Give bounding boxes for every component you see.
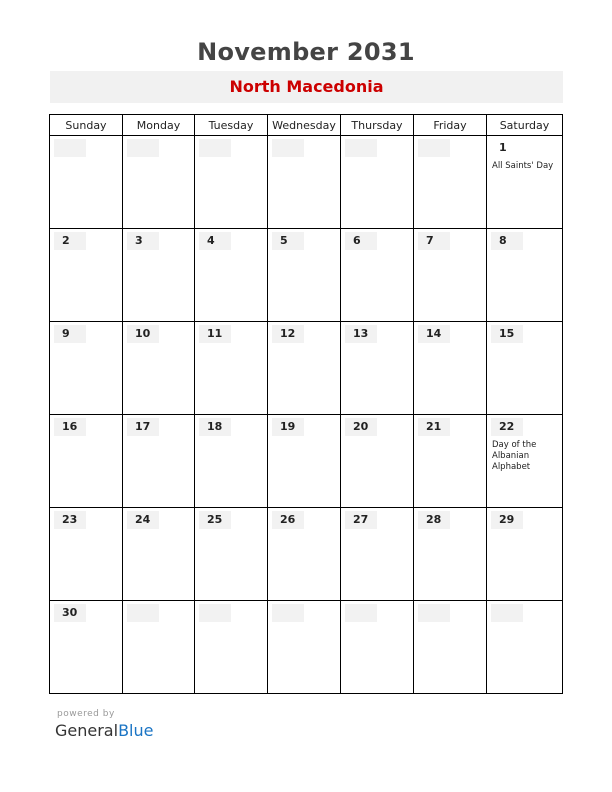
day-number: 16 xyxy=(54,418,86,436)
day-number: 5 xyxy=(272,232,304,250)
day-number xyxy=(491,604,523,622)
day-number: 22 xyxy=(491,418,523,436)
generalblue-logo[interactable] xyxy=(55,721,153,740)
day-number: 13 xyxy=(345,325,377,343)
weekday-tuesday: Tuesday xyxy=(195,115,268,136)
calendar-week-row xyxy=(50,136,563,229)
calendar-day-cell[interactable] xyxy=(487,322,563,415)
calendar-day-cell[interactable] xyxy=(123,322,195,415)
calendar-day-cell[interactable] xyxy=(268,136,341,229)
calendar-day-cell[interactable] xyxy=(195,229,268,322)
day-number: 6 xyxy=(345,232,377,250)
day-number: 20 xyxy=(345,418,377,436)
calendar-day-cell[interactable] xyxy=(487,508,563,601)
calendar-day-cell[interactable] xyxy=(487,601,563,694)
calendar-week-row xyxy=(50,322,563,415)
calendar-day-cell[interactable] xyxy=(268,415,341,508)
brand-general-text: General xyxy=(55,721,119,740)
calendar-day-cell[interactable] xyxy=(195,508,268,601)
calendar-day-cell[interactable] xyxy=(341,508,414,601)
weekday-monday: Monday xyxy=(123,115,195,136)
weekday-friday: Friday xyxy=(414,115,487,136)
calendar-day-cell[interactable] xyxy=(123,136,195,229)
weekday-header-row xyxy=(50,115,563,136)
calendar-day-cell[interactable] xyxy=(341,229,414,322)
calendar-day-cell[interactable] xyxy=(487,229,563,322)
calendar-week-row xyxy=(50,415,563,508)
calendar-day-cell[interactable] xyxy=(195,415,268,508)
day-number: 27 xyxy=(345,511,377,529)
weekday-wednesday: Wednesday xyxy=(268,115,341,136)
calendar-day-cell[interactable] xyxy=(341,136,414,229)
calendar-day-cell[interactable] xyxy=(268,508,341,601)
holiday-label: All Saints' Day xyxy=(492,161,554,171)
day-number xyxy=(418,604,450,622)
day-number: 28 xyxy=(418,511,450,529)
brand-blue-text: Blue xyxy=(118,721,154,740)
day-number: 12 xyxy=(272,325,304,343)
calendar-day-cell[interactable] xyxy=(341,415,414,508)
day-number: 17 xyxy=(127,418,159,436)
calendar-day-cell[interactable] xyxy=(50,136,123,229)
day-number: 21 xyxy=(418,418,450,436)
day-number xyxy=(418,139,450,157)
calendar-day-cell[interactable] xyxy=(123,229,195,322)
day-number: 18 xyxy=(199,418,231,436)
day-number: 10 xyxy=(127,325,159,343)
calendar-day-cell[interactable] xyxy=(414,601,487,694)
calendar-day-cell[interactable] xyxy=(414,229,487,322)
holiday-label: Day of the Albanian Alphabet xyxy=(492,440,537,472)
day-number: 23 xyxy=(54,511,86,529)
calendar-day-cell[interactable] xyxy=(195,136,268,229)
day-number: 8 xyxy=(491,232,523,250)
country-banner: North Macedonia xyxy=(50,71,563,103)
calendar-day-cell[interactable] xyxy=(414,136,487,229)
weekday-thursday: Thursday xyxy=(341,115,414,136)
calendar-day-cell[interactable] xyxy=(50,415,123,508)
calendar-week-row xyxy=(50,601,563,694)
calendar-day-cell[interactable] xyxy=(414,322,487,415)
day-number: 9 xyxy=(54,325,86,343)
weekday-saturday: Saturday xyxy=(487,115,563,136)
calendar-day-cell[interactable] xyxy=(487,415,563,508)
day-number xyxy=(199,604,231,622)
day-number: 4 xyxy=(199,232,231,250)
calendar-day-cell[interactable] xyxy=(268,229,341,322)
calendar-day-cell[interactable] xyxy=(195,322,268,415)
calendar-day-cell[interactable] xyxy=(414,508,487,601)
calendar-day-cell[interactable] xyxy=(414,415,487,508)
calendar-day-cell[interactable] xyxy=(487,136,563,229)
calendar-day-cell[interactable] xyxy=(268,601,341,694)
day-number xyxy=(345,139,377,157)
calendar-day-cell[interactable] xyxy=(123,601,195,694)
day-number: 19 xyxy=(272,418,304,436)
calendar-day-cell[interactable] xyxy=(50,508,123,601)
day-number xyxy=(127,139,159,157)
day-number: 3 xyxy=(127,232,159,250)
day-number: 2 xyxy=(54,232,86,250)
page-title: November 2031 xyxy=(197,38,415,66)
calendar-week-row xyxy=(50,508,563,601)
day-number xyxy=(199,139,231,157)
calendar-day-cell[interactable] xyxy=(123,508,195,601)
day-number xyxy=(54,139,86,157)
day-number: 30 xyxy=(54,604,86,622)
calendar-grid xyxy=(49,114,563,694)
day-number xyxy=(272,139,304,157)
day-number: 14 xyxy=(418,325,450,343)
day-number: 29 xyxy=(491,511,523,529)
day-number: 25 xyxy=(199,511,231,529)
powered-by-label: powered by xyxy=(57,709,115,719)
day-number: 26 xyxy=(272,511,304,529)
calendar-day-cell[interactable] xyxy=(341,601,414,694)
day-number: 7 xyxy=(418,232,450,250)
calendar-day-cell[interactable] xyxy=(268,322,341,415)
calendar-week-row xyxy=(50,229,563,322)
day-number: 24 xyxy=(127,511,159,529)
calendar-day-cell[interactable] xyxy=(50,229,123,322)
day-number xyxy=(272,604,304,622)
calendar-day-cell[interactable] xyxy=(123,415,195,508)
calendar-day-cell[interactable] xyxy=(50,601,123,694)
day-number: 15 xyxy=(491,325,523,343)
calendar-day-cell[interactable] xyxy=(50,322,123,415)
weekday-sunday: Sunday xyxy=(50,115,123,136)
calendar-day-cell[interactable] xyxy=(341,322,414,415)
calendar-day-cell[interactable] xyxy=(195,601,268,694)
day-number: 11 xyxy=(199,325,231,343)
day-number: 1 xyxy=(499,141,507,154)
day-number xyxy=(345,604,377,622)
day-number xyxy=(127,604,159,622)
